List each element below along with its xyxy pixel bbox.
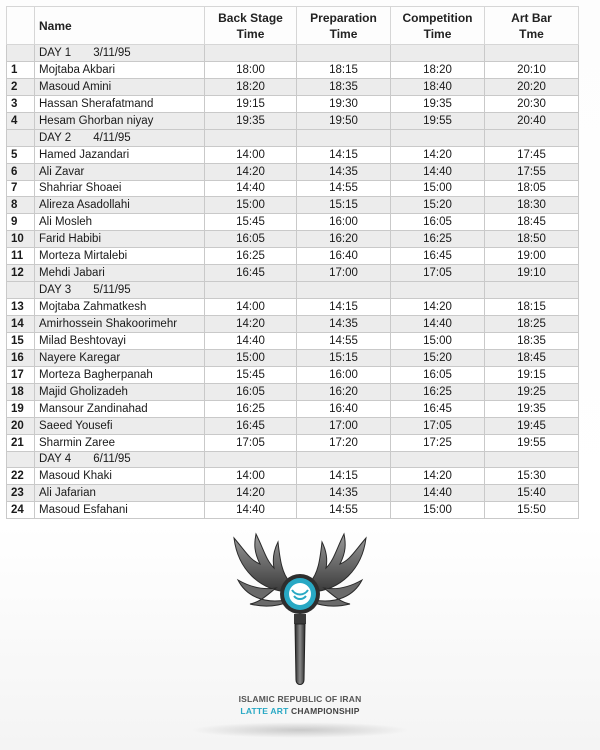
preparation-time: 15:15 bbox=[297, 197, 391, 214]
table-row bbox=[7, 163, 579, 180]
competitor-name: Shahriar Shoaei bbox=[35, 180, 205, 197]
competition-time: 15:00 bbox=[391, 180, 485, 197]
art-bar-time: 18:45 bbox=[485, 349, 579, 366]
competitor-name: Milad Beshtovayi bbox=[35, 332, 205, 349]
competition-time: 17:05 bbox=[391, 417, 485, 434]
competitor-name: Saeed Yousefi bbox=[35, 417, 205, 434]
table-row bbox=[7, 180, 579, 197]
row-number: 7 bbox=[7, 180, 35, 197]
art-bar-time: 19:25 bbox=[485, 383, 579, 400]
competition-time: 14:40 bbox=[391, 316, 485, 333]
back-stage-time: 18:00 bbox=[205, 61, 297, 78]
latte-cup-icon bbox=[280, 574, 320, 614]
logo-title-accent: LATTE ART bbox=[240, 706, 289, 716]
table-row bbox=[7, 299, 579, 316]
day-empty-cell bbox=[391, 129, 485, 146]
competition-time: 14:20 bbox=[391, 299, 485, 316]
competitor-name: Farid Habibi bbox=[35, 231, 205, 248]
preparation-time: 16:20 bbox=[297, 383, 391, 400]
preparation-time: 14:35 bbox=[297, 163, 391, 180]
back-stage-time: 17:05 bbox=[205, 434, 297, 451]
competition-time: 14:20 bbox=[391, 468, 485, 485]
competitor-name: Majid Gholizadeh bbox=[35, 383, 205, 400]
back-stage-time: 14:20 bbox=[205, 163, 297, 180]
competition-time: 14:40 bbox=[391, 163, 485, 180]
competitor-name: Mehdi Jabari bbox=[35, 265, 205, 282]
table-row bbox=[7, 146, 579, 163]
competition-time: 14:20 bbox=[391, 146, 485, 163]
art-bar-time: 15:40 bbox=[485, 485, 579, 502]
header-competition-line1: Competition bbox=[402, 10, 473, 25]
preparation-time: 16:20 bbox=[297, 231, 391, 248]
day-date: 5/11/95 bbox=[93, 284, 131, 297]
row-number: 5 bbox=[7, 146, 35, 163]
preparation-time: 14:55 bbox=[297, 502, 391, 519]
day-empty-cell bbox=[297, 282, 391, 299]
day-date: 4/11/95 bbox=[93, 131, 131, 144]
competitor-name: Mojtaba Akbari bbox=[35, 61, 205, 78]
day-header-row bbox=[7, 282, 579, 299]
art-bar-time: 18:35 bbox=[485, 332, 579, 349]
back-stage-time: 14:20 bbox=[205, 485, 297, 502]
day-header-row bbox=[7, 129, 579, 146]
header-art-bar-line1: Art Bar bbox=[511, 10, 552, 25]
competition-time: 16:25 bbox=[391, 231, 485, 248]
art-bar-time: 18:05 bbox=[485, 180, 579, 197]
competition-time: 19:55 bbox=[391, 112, 485, 129]
row-number: 20 bbox=[7, 417, 35, 434]
day-date: 6/11/95 bbox=[93, 453, 131, 466]
back-stage-time: 15:00 bbox=[205, 349, 297, 366]
day-label-cell bbox=[35, 282, 205, 299]
table-row bbox=[7, 332, 579, 349]
logo-title-line1: ISLAMIC REPUBLIC OF IRAN bbox=[238, 694, 362, 704]
logo-title-rest: CHAMPIONSHIP bbox=[288, 706, 360, 716]
day-label: DAY 1 bbox=[39, 46, 72, 59]
back-stage-time: 15:45 bbox=[205, 214, 297, 231]
back-stage-time: 16:25 bbox=[205, 248, 297, 265]
preparation-time: 14:15 bbox=[297, 468, 391, 485]
preparation-time: 19:50 bbox=[297, 112, 391, 129]
preparation-time: 14:55 bbox=[297, 332, 391, 349]
day-header-row bbox=[7, 451, 579, 468]
competition-time: 15:00 bbox=[391, 332, 485, 349]
row-number: 9 bbox=[7, 214, 35, 231]
header-art-bar-line2: Tme bbox=[519, 26, 544, 41]
back-stage-time: 15:00 bbox=[205, 197, 297, 214]
table-row bbox=[7, 61, 579, 78]
preparation-time: 19:30 bbox=[297, 95, 391, 112]
header-competition bbox=[391, 7, 485, 45]
row-number: 2 bbox=[7, 78, 35, 95]
preparation-time: 14:35 bbox=[297, 485, 391, 502]
preparation-time: 14:15 bbox=[297, 299, 391, 316]
art-bar-time: 19:00 bbox=[485, 248, 579, 265]
logo-shadow bbox=[190, 722, 410, 738]
day-number-cell bbox=[7, 45, 35, 62]
back-stage-time: 14:20 bbox=[205, 316, 297, 333]
competitor-name: Ali Zavar bbox=[35, 163, 205, 180]
preparation-time: 16:40 bbox=[297, 248, 391, 265]
row-number: 23 bbox=[7, 485, 35, 502]
day-empty-cell bbox=[485, 451, 579, 468]
preparation-time: 14:15 bbox=[297, 146, 391, 163]
header-art-bar bbox=[485, 7, 579, 45]
back-stage-time: 15:45 bbox=[205, 366, 297, 383]
competition-time: 15:20 bbox=[391, 197, 485, 214]
table-row bbox=[7, 112, 579, 129]
header-number bbox=[7, 7, 35, 45]
art-bar-time: 15:30 bbox=[485, 468, 579, 485]
day-empty-cell bbox=[205, 129, 297, 146]
header-back-stage-line1: Back Stage bbox=[218, 10, 283, 25]
art-bar-time: 18:25 bbox=[485, 316, 579, 333]
competitor-name: Hassan Sherafatmand bbox=[35, 95, 205, 112]
row-number: 3 bbox=[7, 95, 35, 112]
logo-title-line2 bbox=[175, 706, 425, 716]
competitor-name: Hamed Jazandari bbox=[35, 146, 205, 163]
pitcher-handle-icon bbox=[294, 614, 306, 685]
row-number: 22 bbox=[7, 468, 35, 485]
day-empty-cell bbox=[205, 45, 297, 62]
day-empty-cell bbox=[297, 451, 391, 468]
competition-time: 15:00 bbox=[391, 502, 485, 519]
header-preparation bbox=[297, 7, 391, 45]
competitor-name: Masoud Amini bbox=[35, 78, 205, 95]
art-bar-time: 17:45 bbox=[485, 146, 579, 163]
preparation-time: 16:00 bbox=[297, 214, 391, 231]
table-row bbox=[7, 197, 579, 214]
competitor-name: Nayere Karegar bbox=[35, 349, 205, 366]
table-row bbox=[7, 366, 579, 383]
back-stage-time: 18:20 bbox=[205, 78, 297, 95]
competition-time: 18:40 bbox=[391, 78, 485, 95]
preparation-time: 15:15 bbox=[297, 349, 391, 366]
row-number: 17 bbox=[7, 366, 35, 383]
competitor-name: Masoud Esfahani bbox=[35, 502, 205, 519]
row-number: 13 bbox=[7, 299, 35, 316]
day-empty-cell bbox=[297, 45, 391, 62]
preparation-time: 14:35 bbox=[297, 316, 391, 333]
table-row bbox=[7, 485, 579, 502]
art-bar-time: 20:10 bbox=[485, 61, 579, 78]
competition-time: 19:35 bbox=[391, 95, 485, 112]
competitor-name: Amirhossein Shakoorimehr bbox=[35, 316, 205, 333]
preparation-time: 17:00 bbox=[297, 265, 391, 282]
table-row bbox=[7, 349, 579, 366]
row-number: 1 bbox=[7, 61, 35, 78]
row-number: 12 bbox=[7, 265, 35, 282]
competition-time: 18:20 bbox=[391, 61, 485, 78]
back-stage-time: 14:00 bbox=[205, 468, 297, 485]
back-stage-time: 19:35 bbox=[205, 112, 297, 129]
day-label-cell bbox=[35, 129, 205, 146]
header-back-stage bbox=[205, 7, 297, 45]
day-header-row bbox=[7, 45, 579, 62]
day-number-cell bbox=[7, 129, 35, 146]
art-bar-time: 17:55 bbox=[485, 163, 579, 180]
table-row bbox=[7, 214, 579, 231]
day-empty-cell bbox=[485, 45, 579, 62]
table-row bbox=[7, 417, 579, 434]
preparation-time: 18:15 bbox=[297, 61, 391, 78]
row-number: 19 bbox=[7, 400, 35, 417]
row-number: 15 bbox=[7, 332, 35, 349]
competition-time: 15:20 bbox=[391, 349, 485, 366]
competition-time: 16:45 bbox=[391, 248, 485, 265]
art-bar-time: 19:15 bbox=[485, 366, 579, 383]
back-stage-time: 16:25 bbox=[205, 400, 297, 417]
day-label-cell bbox=[35, 45, 205, 62]
day-empty-cell bbox=[297, 129, 391, 146]
table-row bbox=[7, 383, 579, 400]
art-bar-time: 18:50 bbox=[485, 231, 579, 248]
day-empty-cell bbox=[485, 282, 579, 299]
competitor-name: Sharmin Zaree bbox=[35, 434, 205, 451]
table-row bbox=[7, 434, 579, 451]
row-number: 21 bbox=[7, 434, 35, 451]
competition-time: 14:40 bbox=[391, 485, 485, 502]
competitor-name: Ali Mosleh bbox=[35, 214, 205, 231]
competition-time: 16:45 bbox=[391, 400, 485, 417]
day-empty-cell bbox=[205, 451, 297, 468]
competition-time: 17:05 bbox=[391, 265, 485, 282]
row-number: 18 bbox=[7, 383, 35, 400]
day-label-cell bbox=[35, 451, 205, 468]
competition-time: 16:05 bbox=[391, 214, 485, 231]
back-stage-time: 16:05 bbox=[205, 231, 297, 248]
art-bar-time: 20:30 bbox=[485, 95, 579, 112]
art-bar-time: 20:40 bbox=[485, 112, 579, 129]
back-stage-time: 14:00 bbox=[205, 299, 297, 316]
day-label: DAY 3 bbox=[39, 284, 72, 297]
header-preparation-line2: Time bbox=[329, 26, 358, 41]
table-row bbox=[7, 502, 579, 519]
back-stage-time: 14:40 bbox=[205, 180, 297, 197]
table-row bbox=[7, 95, 579, 112]
day-empty-cell bbox=[205, 282, 297, 299]
competitor-name: Hesam Ghorban niyay bbox=[35, 112, 205, 129]
competitor-name: Mansour Zandinahad bbox=[35, 400, 205, 417]
row-number: 24 bbox=[7, 502, 35, 519]
preparation-time: 16:40 bbox=[297, 400, 391, 417]
day-empty-cell bbox=[391, 282, 485, 299]
day-date: 3/11/95 bbox=[93, 46, 131, 59]
art-bar-time: 20:20 bbox=[485, 78, 579, 95]
art-bar-time: 18:15 bbox=[485, 299, 579, 316]
day-number-cell bbox=[7, 451, 35, 468]
art-bar-time: 19:45 bbox=[485, 417, 579, 434]
back-stage-time: 16:05 bbox=[205, 383, 297, 400]
art-bar-time: 19:10 bbox=[485, 265, 579, 282]
schedule-header bbox=[7, 7, 579, 45]
preparation-time: 18:35 bbox=[297, 78, 391, 95]
table-row bbox=[7, 265, 579, 282]
back-stage-time: 14:40 bbox=[205, 332, 297, 349]
preparation-time: 16:00 bbox=[297, 366, 391, 383]
row-number: 8 bbox=[7, 197, 35, 214]
competition-time: 16:05 bbox=[391, 366, 485, 383]
preparation-time: 17:00 bbox=[297, 417, 391, 434]
schedule-table bbox=[6, 6, 579, 519]
table-row bbox=[7, 400, 579, 417]
art-bar-time: 18:30 bbox=[485, 197, 579, 214]
row-number: 4 bbox=[7, 112, 35, 129]
day-number-cell bbox=[7, 282, 35, 299]
table-row bbox=[7, 231, 579, 248]
day-label: DAY 4 bbox=[39, 453, 72, 466]
back-stage-time: 16:45 bbox=[205, 417, 297, 434]
table-row bbox=[7, 248, 579, 265]
competitor-name: Ali Jafarian bbox=[35, 485, 205, 502]
art-bar-time: 18:45 bbox=[485, 214, 579, 231]
competitor-name: Mojtaba Zahmatkesh bbox=[35, 299, 205, 316]
back-stage-time: 14:40 bbox=[205, 502, 297, 519]
back-stage-time: 14:00 bbox=[205, 146, 297, 163]
art-bar-time: 19:55 bbox=[485, 434, 579, 451]
competitor-name: Morteza Mirtalebi bbox=[35, 248, 205, 265]
row-number: 6 bbox=[7, 163, 35, 180]
table-row bbox=[7, 468, 579, 485]
row-number: 14 bbox=[7, 316, 35, 333]
competitor-name: Masoud Khaki bbox=[35, 468, 205, 485]
row-number: 16 bbox=[7, 349, 35, 366]
preparation-time: 14:55 bbox=[297, 180, 391, 197]
competition-time: 16:25 bbox=[391, 383, 485, 400]
art-bar-time: 19:35 bbox=[485, 400, 579, 417]
day-label: DAY 2 bbox=[39, 131, 72, 144]
back-stage-time: 19:15 bbox=[205, 95, 297, 112]
schedule-body bbox=[7, 45, 579, 519]
row-number: 10 bbox=[7, 231, 35, 248]
header-preparation-line1: Preparation bbox=[310, 10, 377, 25]
competitor-name: Morteza Bagherpanah bbox=[35, 366, 205, 383]
day-empty-cell bbox=[391, 45, 485, 62]
back-stage-time: 16:45 bbox=[205, 265, 297, 282]
table-row bbox=[7, 78, 579, 95]
header-competition-line2: Time bbox=[423, 26, 452, 41]
table-row bbox=[7, 316, 579, 333]
competition-time: 17:25 bbox=[391, 434, 485, 451]
header-name: Name bbox=[35, 7, 205, 45]
day-empty-cell bbox=[485, 129, 579, 146]
art-bar-time: 15:50 bbox=[485, 502, 579, 519]
header-back-stage-line2: Time bbox=[236, 26, 265, 41]
day-empty-cell bbox=[391, 451, 485, 468]
competitor-name: Alireza Asadollahi bbox=[35, 197, 205, 214]
row-number: 11 bbox=[7, 248, 35, 265]
preparation-time: 17:20 bbox=[297, 434, 391, 451]
